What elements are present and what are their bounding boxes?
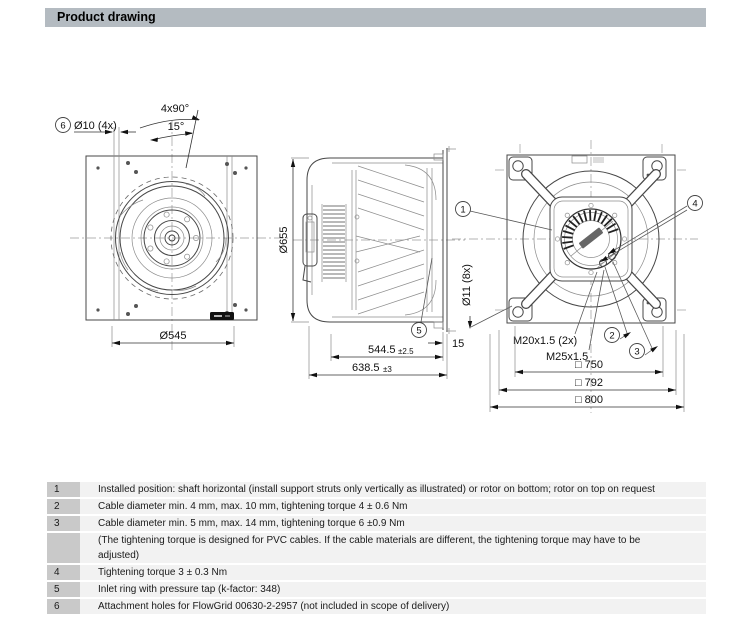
svg-text:4x90°: 4x90°: [160, 103, 190, 115]
callout-1: [456, 202, 471, 217]
note-row: [47, 499, 706, 514]
brand-label: [210, 312, 234, 320]
svg-text:3: 3: [634, 346, 640, 358]
callout-5: [412, 323, 427, 338]
rear-view: [452, 140, 703, 413]
dim-15: [428, 338, 464, 350]
svg-text:±3: ±3: [383, 365, 392, 374]
dim-angles: [140, 103, 200, 168]
section-title: Product drawing: [57, 10, 156, 24]
note-text: Cable diameter min. 4 mm, max. 10 mm, tightening torque 4 ± 0.6 Nm: [80, 499, 706, 514]
note-text: Attachment holes for FlowGrid 00630-2-2957 (not included in scope of delivery): [80, 599, 706, 614]
gland-m20-label: M20x1.5 (2x): [513, 335, 578, 347]
note-number: 5: [47, 582, 80, 597]
dim-545: [112, 326, 234, 347]
svg-text:□ 792: □ 792: [574, 377, 604, 389]
dim-bolt-holes: [56, 118, 137, 135]
callout-6: [56, 118, 71, 133]
callout-3: [630, 344, 645, 359]
svg-text:□ 750: □ 750: [574, 359, 604, 371]
note-text: Tightening torque 3 ± 0.3 Nm: [80, 565, 706, 580]
note-text: Inlet ring with pressure tap (k-factor: 348): [80, 582, 706, 597]
svg-text:±2.5: ±2.5: [398, 347, 414, 356]
dim-holes-11: [461, 264, 512, 329]
svg-text:Ø10 (4x): Ø10 (4x): [74, 120, 117, 132]
callout-2: [605, 328, 620, 343]
side-view: [278, 146, 465, 379]
svg-text:4: 4: [692, 198, 698, 210]
svg-text:Ø655: Ø655: [278, 226, 290, 254]
svg-text:15°: 15°: [167, 121, 185, 133]
callout-4: [688, 196, 703, 211]
svg-text:6: 6: [60, 120, 66, 132]
note-text: (The tightening torque is designed for PVC cables. If the cable materials are different, the tightening torque may have to be adjusted): [80, 533, 706, 563]
svg-text:1: 1: [460, 204, 466, 216]
dim-544: [331, 332, 443, 361]
svg-text:544.5: 544.5: [368, 344, 396, 356]
note-row: [47, 533, 706, 563]
svg-text:Ø545: Ø545: [159, 330, 187, 342]
svg-text:□ 800: □ 800: [574, 394, 604, 406]
svg-text:638.5: 638.5: [352, 362, 380, 374]
gland-m25-label: M25x1.5: [546, 351, 589, 363]
note-row: [47, 482, 706, 497]
svg-text:15: 15: [452, 338, 465, 350]
svg-text:2: 2: [609, 330, 615, 342]
note-text: Cable diameter min. 5 mm, max. 14 mm, tightening torque 6 ±0.9 Nm: [80, 516, 706, 531]
notes-table: [47, 482, 706, 616]
note-number: 3: [47, 516, 80, 531]
note-row: [47, 565, 706, 580]
note-row: [47, 516, 706, 531]
note-number: [47, 533, 80, 563]
note-number: 2: [47, 499, 80, 514]
svg-text:Ø11 (8x): Ø11 (8x): [461, 264, 473, 306]
note-text: Installed position: shaft horizontal (install support struts only vertically as illustrated) or rotor on bottom; rotor on top on request: [80, 482, 706, 497]
note-number: 1: [47, 482, 80, 497]
motor-fins: [323, 206, 345, 278]
note-number: 4: [47, 565, 80, 580]
note-number: 6: [47, 599, 80, 614]
svg-text:5: 5: [416, 325, 422, 337]
front-view: [56, 103, 289, 350]
note-row: [47, 582, 706, 597]
motor-side: [303, 204, 359, 282]
note-row: [47, 599, 706, 614]
